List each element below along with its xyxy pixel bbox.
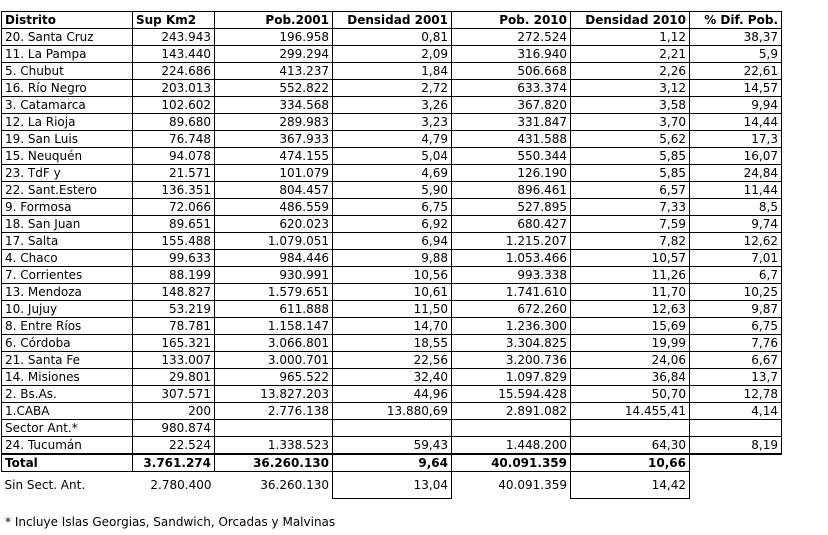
table-cell: 10,25 — [690, 284, 782, 301]
table-cell: 7,76 — [690, 335, 782, 352]
table-cell: 7,82 — [571, 233, 690, 250]
table-row — [2, 216, 782, 233]
table-cell: 965.522 — [215, 369, 333, 386]
table-cell: 1.338.523 — [215, 437, 333, 455]
table-row — [2, 352, 782, 369]
table-cell: 133.007 — [133, 352, 215, 369]
table-row — [2, 335, 782, 352]
table-cell: 11. La Pampa — [2, 46, 133, 63]
table-cell: 3.200.736 — [452, 352, 571, 369]
table-cell: 6,75 — [690, 318, 782, 335]
table-cell: 9,87 — [690, 301, 782, 318]
total-row — [2, 454, 782, 472]
table-cell: 7,59 — [571, 216, 690, 233]
table-cell: 307.571 — [133, 386, 215, 403]
table-cell: 1.215.207 — [452, 233, 571, 250]
table-cell: 3.000.701 — [215, 352, 333, 369]
table-cell: 13,7 — [690, 369, 782, 386]
table-cell: 633.374 — [452, 80, 571, 97]
table-cell: 200 — [133, 403, 215, 420]
table-cell: 13,04 — [333, 472, 452, 499]
table-row — [2, 318, 782, 335]
table-cell: 11,26 — [571, 267, 690, 284]
table-row — [2, 420, 782, 437]
table-cell — [452, 420, 571, 437]
table-cell: 12,62 — [690, 233, 782, 250]
table-cell: 99.633 — [133, 250, 215, 267]
table-cell: 17,3 — [690, 131, 782, 148]
table-cell: 4,69 — [333, 165, 452, 182]
table-cell: 14,42 — [571, 472, 690, 499]
table-row — [2, 63, 782, 80]
table-row — [2, 165, 782, 182]
table-cell: 22,56 — [333, 352, 452, 369]
table-row — [2, 267, 782, 284]
table-cell: 22.524 — [133, 437, 215, 455]
table-cell: 2,72 — [333, 80, 452, 97]
table-cell: 3,12 — [571, 80, 690, 97]
table-cell: 6,75 — [333, 199, 452, 216]
table-cell: 14.455,41 — [571, 403, 690, 420]
table-cell: 12,78 — [690, 386, 782, 403]
table-cell: 3,23 — [333, 114, 452, 131]
table-cell: 21.571 — [133, 165, 215, 182]
table-cell: 19. San Luis — [2, 131, 133, 148]
table-row — [2, 29, 782, 46]
table-cell: 3,26 — [333, 97, 452, 114]
table-cell — [215, 420, 333, 437]
table-cell: 24. Tucumán — [2, 437, 133, 455]
table-cell: 29.801 — [133, 369, 215, 386]
table-cell: 1.236.300 — [452, 318, 571, 335]
header-dif-pob: % Dif. Pob. — [690, 12, 782, 29]
table-cell: 506.668 — [452, 63, 571, 80]
table-cell: 680.427 — [452, 216, 571, 233]
table-cell: Total — [2, 454, 133, 472]
table-cell: 76.748 — [133, 131, 215, 148]
table-row — [2, 46, 782, 63]
table-cell: 50,70 — [571, 386, 690, 403]
table-cell: 1.CABA — [2, 403, 133, 420]
table-cell: 243.943 — [133, 29, 215, 46]
table-cell: 431.588 — [452, 131, 571, 148]
table-cell: 24,06 — [571, 352, 690, 369]
table-cell: 203.013 — [133, 80, 215, 97]
table-cell: 40.091.359 — [498, 478, 567, 493]
table-cell: 984.446 — [215, 250, 333, 267]
table-cell: 94.078 — [133, 148, 215, 165]
table-cell: 7. Corrientes — [2, 267, 133, 284]
footnote: * Incluye Islas Georgias, Sandwich, Orcadas y Malvinas — [5, 515, 336, 529]
table-cell: 15. Neuquén — [2, 148, 133, 165]
table-cell: 5,62 — [571, 131, 690, 148]
table-cell: 38,37 — [690, 29, 782, 46]
table-cell: 6. Córdoba — [2, 335, 133, 352]
table-cell: 18,55 — [333, 335, 452, 352]
table-row — [2, 114, 782, 131]
header-pob-2010: Pob. 2010 — [452, 12, 571, 29]
table-cell: 9,88 — [333, 250, 452, 267]
table-cell: 10,61 — [333, 284, 452, 301]
table-cell: 224.686 — [133, 63, 215, 80]
table-row — [2, 301, 782, 318]
table-cell: 334.568 — [215, 97, 333, 114]
table-cell: 367.820 — [452, 97, 571, 114]
header-distrito: Distrito — [2, 12, 133, 29]
table-cell: 16,07 — [690, 148, 782, 165]
table-cell: 1.079.051 — [215, 233, 333, 250]
table-cell: 2.780.400 — [150, 478, 212, 493]
table-cell: 6,92 — [333, 216, 452, 233]
table-cell: 2,09 — [333, 46, 452, 63]
table-row — [2, 369, 782, 386]
header-sup-km2: Sup Km2 — [133, 12, 215, 29]
table-cell: 3.304.825 — [452, 335, 571, 352]
table-cell: 16. Río Negro — [2, 80, 133, 97]
table-cell: 36.260.130 — [260, 478, 329, 493]
header-densidad-2001: Densidad 2001 — [333, 12, 452, 29]
table-cell: 550.344 — [452, 148, 571, 165]
table-cell: 101.079 — [215, 165, 333, 182]
table-cell: 53.219 — [133, 301, 215, 318]
table-cell: 10. Jujuy — [2, 301, 133, 318]
table-cell: 316.940 — [452, 46, 571, 63]
table-cell: 32,40 — [333, 369, 452, 386]
table-cell: 20. Santa Cruz — [2, 29, 133, 46]
table-cell: 1,12 — [571, 29, 690, 46]
table-cell: 1.097.829 — [452, 369, 571, 386]
table-cell: 9,64 — [333, 454, 452, 472]
table-cell: 6,94 — [333, 233, 452, 250]
table-cell: 552.822 — [215, 80, 333, 97]
table-cell: 4,79 — [333, 131, 452, 148]
header-densidad-2010: Densidad 2010 — [571, 12, 690, 29]
table-cell: 272.524 — [452, 29, 571, 46]
table-cell: 1.579.651 — [215, 284, 333, 301]
table-cell: 5,04 — [333, 148, 452, 165]
table-cell: 527.895 — [452, 199, 571, 216]
table-cell: 7,33 — [571, 199, 690, 216]
population-table — [1, 11, 782, 499]
table-cell: 7,01 — [690, 250, 782, 267]
table-cell: 18. San Juan — [2, 216, 133, 233]
table-cell: 89.680 — [133, 114, 215, 131]
table-cell: 126.190 — [452, 165, 571, 182]
table-row — [2, 403, 782, 420]
table-row — [2, 199, 782, 216]
table-cell: 1,84 — [333, 63, 452, 80]
table-row — [2, 250, 782, 267]
header-row — [2, 12, 782, 29]
table-cell: 1.448.200 — [452, 437, 571, 455]
table-cell: 2,21 — [571, 46, 690, 63]
table-cell: 2.776.138 — [215, 403, 333, 420]
table-header — [2, 12, 782, 29]
table-cell: 148.827 — [133, 284, 215, 301]
table-cell: 1.741.610 — [452, 284, 571, 301]
table-cell: 196.958 — [215, 29, 333, 46]
table-cell: 23. TdF y — [2, 165, 133, 182]
table-cell: 17. Salta — [2, 233, 133, 250]
table-cell: 136.351 — [133, 182, 215, 199]
table-cell: 2,26 — [571, 63, 690, 80]
table-cell: 165.321 — [133, 335, 215, 352]
table-row — [2, 386, 782, 403]
table-row — [2, 284, 782, 301]
table-cell: 14,70 — [333, 318, 452, 335]
table-cell: 13.880,69 — [333, 403, 452, 420]
table-cell: 155.488 — [133, 233, 215, 250]
table-cell: 4. Chaco — [2, 250, 133, 267]
table-cell: 672.260 — [452, 301, 571, 318]
table-cell: 413.237 — [215, 63, 333, 80]
table-cell: 15,69 — [571, 318, 690, 335]
table-cell: 2.891.082 — [452, 403, 571, 420]
table-cell: 19,99 — [571, 335, 690, 352]
header-pob-2001: Pob.2001 — [215, 12, 333, 29]
table-row — [2, 182, 782, 199]
table-cell: 5,90 — [333, 182, 452, 199]
table-cell: 24,84 — [690, 165, 782, 182]
table-cell: 289.983 — [215, 114, 333, 131]
table-cell: 72.066 — [133, 199, 215, 216]
table-cell: Sin Sect. Ant. — [4, 478, 86, 493]
table-cell: 21. Santa Fe — [2, 352, 133, 369]
table-cell: 486.559 — [215, 199, 333, 216]
table-cell — [690, 420, 782, 437]
table-cell: 3,70 — [571, 114, 690, 131]
table-cell: 1.158.147 — [215, 318, 333, 335]
table-cell: 64,30 — [571, 437, 690, 455]
table-cell: 6,7 — [690, 267, 782, 284]
table-cell: 22,61 — [690, 63, 782, 80]
table-cell: 88.199 — [133, 267, 215, 284]
table-cell: 36.260.130 — [215, 454, 333, 472]
table-cell: 367.933 — [215, 131, 333, 148]
table-cell: 1.053.466 — [452, 250, 571, 267]
table-cell: 10,57 — [571, 250, 690, 267]
table-cell: 993.338 — [452, 267, 571, 284]
table-cell: 14,57 — [690, 80, 782, 97]
table-cell: 13. Mendoza — [2, 284, 133, 301]
table-cell: 14. Misiones — [2, 369, 133, 386]
table-cell: 930.991 — [215, 267, 333, 284]
table-cell: 13.827.203 — [215, 386, 333, 403]
table-cell: 804.457 — [215, 182, 333, 199]
table-cell: 620.023 — [215, 216, 333, 233]
table-row — [2, 233, 782, 250]
table-cell: 9,94 — [690, 97, 782, 114]
table-cell: 3. Catamarca — [2, 97, 133, 114]
table-summary — [2, 454, 782, 499]
table-cell: 11,44 — [690, 182, 782, 199]
table-cell: 143.440 — [133, 46, 215, 63]
table-cell: 10,56 — [333, 267, 452, 284]
table-cell: 44,96 — [333, 386, 452, 403]
table-cell: 10,66 — [571, 454, 690, 472]
table-row — [2, 148, 782, 165]
table-cell — [333, 420, 452, 437]
table-cell: 611.888 — [215, 301, 333, 318]
table-cell: 8. Entre Ríos — [2, 318, 133, 335]
table-cell: 11,70 — [571, 284, 690, 301]
table-cell: 4,14 — [690, 403, 782, 420]
table-cell: 5. Chubut — [2, 63, 133, 80]
table-cell: 102.602 — [133, 97, 215, 114]
table-cell: 12. La Rioja — [2, 114, 133, 131]
table-cell: 3.761.274 — [133, 454, 215, 472]
table-cell: 78.781 — [133, 318, 215, 335]
table-cell — [690, 454, 782, 472]
table-cell: 89.651 — [133, 216, 215, 233]
table-cell: 5,85 — [571, 165, 690, 182]
table-cell: 331.847 — [452, 114, 571, 131]
table-cell: 980.874 — [133, 420, 215, 437]
table-cell: 11,50 — [333, 301, 452, 318]
table-cell: 5,9 — [690, 46, 782, 63]
table-cell: 6,57 — [571, 182, 690, 199]
table-cell — [571, 420, 690, 437]
table-cell: 5,85 — [571, 148, 690, 165]
table-cell: 14,44 — [690, 114, 782, 131]
table-cell: 9. Formosa — [2, 199, 133, 216]
sin-sect-row — [2, 472, 782, 499]
table-cell: 36,84 — [571, 369, 690, 386]
table-row — [2, 97, 782, 114]
table-body — [2, 29, 782, 455]
table-cell: 2. Bs.As. — [2, 386, 133, 403]
table-cell: 8,5 — [690, 199, 782, 216]
table-cell: 3.066.801 — [215, 335, 333, 352]
table-row — [2, 437, 782, 455]
table-cell: 40.091.359 — [452, 454, 571, 472]
table-cell: 3,58 — [571, 97, 690, 114]
table-cell: 299.294 — [215, 46, 333, 63]
table-cell: Sector Ant.* — [2, 420, 133, 437]
table-cell: 474.155 — [215, 148, 333, 165]
table-cell: 0,81 — [333, 29, 452, 46]
table-cell: 6,67 — [690, 352, 782, 369]
table-cell: 22. Sant.Estero — [2, 182, 133, 199]
table-cell: 8,19 — [690, 437, 782, 455]
table-row — [2, 80, 782, 97]
table-cell: 896.461 — [452, 182, 571, 199]
table-cell: 12,63 — [571, 301, 690, 318]
table-cell: 9,74 — [690, 216, 782, 233]
table-cell — [690, 472, 782, 499]
table-cell: 15.594.428 — [452, 386, 571, 403]
table-cell: 59,43 — [333, 437, 452, 455]
table-row — [2, 131, 782, 148]
